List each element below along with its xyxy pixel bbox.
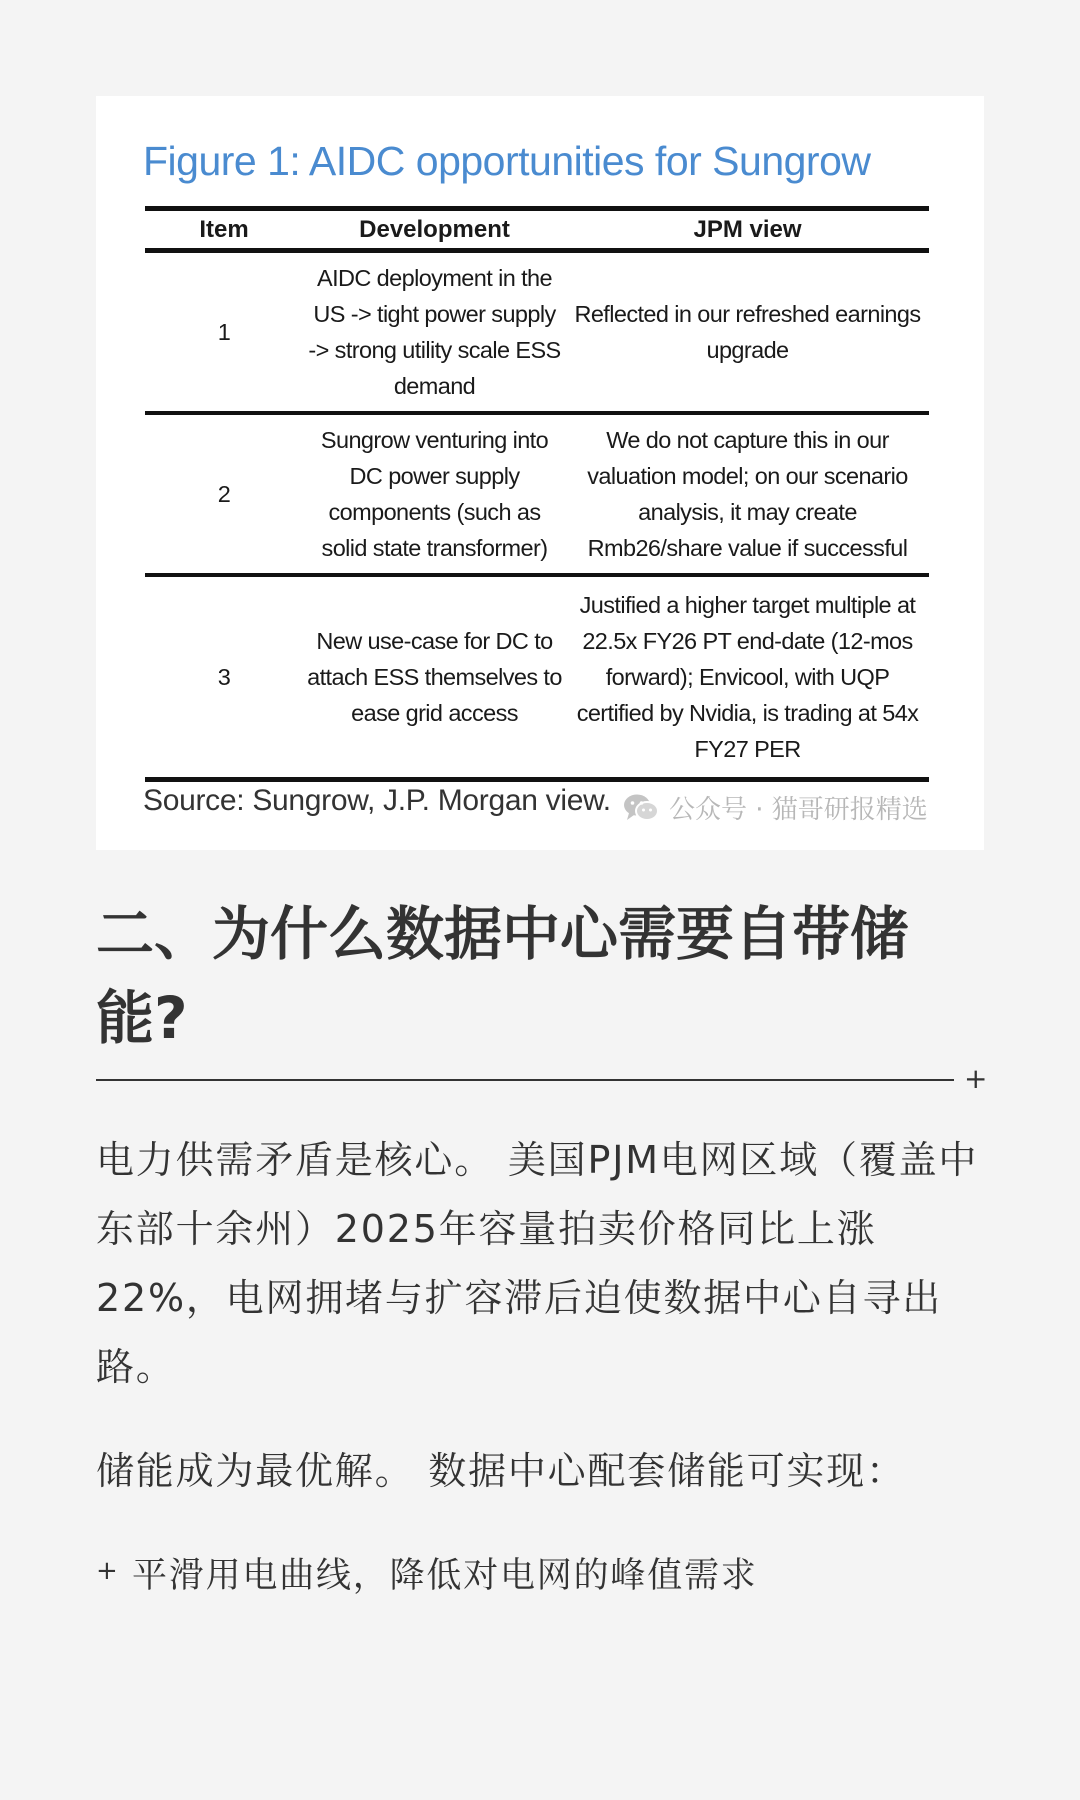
cell-item: 1 (145, 251, 303, 414)
divider-line (96, 1079, 954, 1081)
figure-source: Source: Sungrow, J.P. Morgan view. (143, 784, 611, 817)
watermark (623, 789, 928, 826)
figure-title: Figure 1: AIDC opportunities for Sungrow (143, 138, 871, 184)
cell-jpm-view: We do not capture this in our valuation model; on our scenario analysis, it may create Rmb26/share value if successful (566, 413, 929, 575)
table-header-row (145, 209, 929, 251)
paragraph: 电力供需矛盾是核心。 美国PJM电网区域（覆盖中东部十余州）2025年容量拍卖价格同比上涨22%，电网拥堵与扩容滞后迫使数据中心自寻出路。 (96, 1138, 979, 1389)
paragraph: 储能成为最优解。 数据中心配套储能可实现： (96, 1449, 906, 1493)
cell-item: 2 (145, 413, 303, 575)
table-row (145, 413, 929, 575)
table-row (145, 575, 929, 780)
bullet-item: 平滑用电曲线，降低对电网的峰值需求 (132, 1556, 758, 1596)
figure-table (145, 206, 929, 782)
column-header-jpm-view: JPM view (566, 209, 929, 251)
wechat-icon (623, 793, 659, 823)
table-row (145, 251, 929, 414)
cell-item: 3 (217, 664, 231, 690)
cell-jpm-view: Reflected in our refreshed earnings upgrade (566, 251, 929, 414)
plus-icon: + (964, 1062, 988, 1095)
cell-development: Sungrow venturing into DC power supply components (such as solid state transformer) (303, 413, 566, 575)
cell-development: AIDC deployment in the US -> tight power supply -> strong utility scale ESS demand (303, 251, 566, 414)
column-header-item: Item (145, 209, 303, 251)
watermark-text: 公众号 · 猫哥研报精选 (669, 795, 928, 825)
cell-jpm-view: Justified a higher target multiple at 22.5x FY26 PT end-date (12-mos forward); Envicool, with UQP certified by Nvidia, is trading at 54x FY27 PER (576, 592, 919, 762)
cell-development: New use-case for DC to attach ESS themselves to ease grid access (307, 628, 562, 726)
section-heading: 二、为什么数据中心需要自带储能? (96, 900, 909, 1052)
figure-image (96, 96, 984, 850)
column-header-development: Development (303, 209, 566, 251)
bullet-plus-icon: + (96, 1556, 118, 1586)
